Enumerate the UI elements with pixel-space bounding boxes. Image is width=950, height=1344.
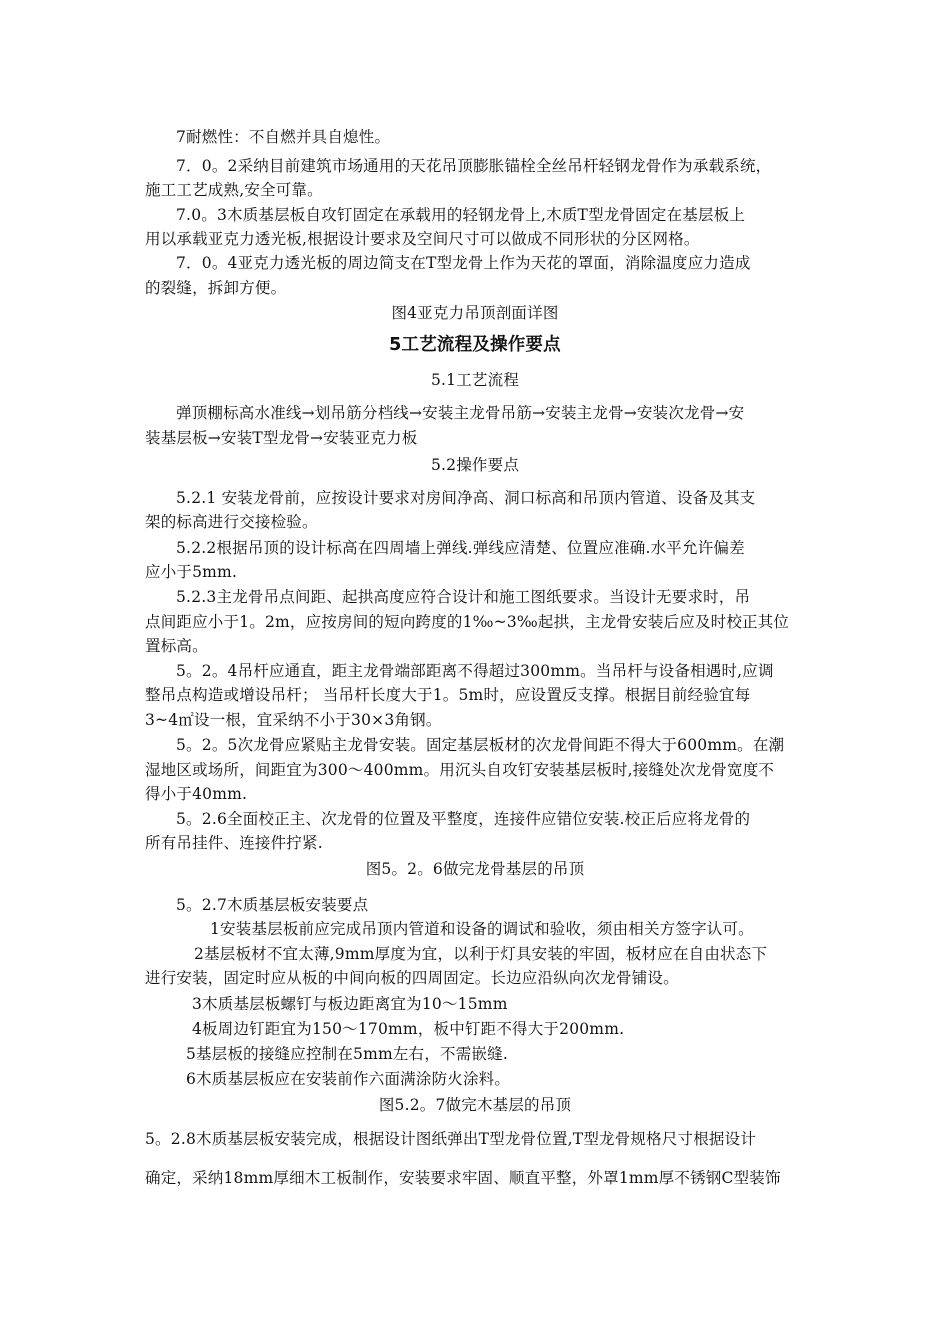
list-item: 3木质基层板螺钉与板边距离宜为10～15mm (192, 995, 508, 1013)
paragraph-line: 弹顶棚标高水准线→划吊筋分档线→安装主龙骨吊筋→安装主龙骨→安装次龙骨→安 (176, 404, 745, 422)
paragraph-line: 5。2。4吊杆应通直，距主龙骨端部距离不得超过300mm。当吊杆与设备相遇时,应调 (176, 662, 774, 680)
figure-caption: 图5.2。7做完木基层的吊顶 (378, 1096, 572, 1114)
paragraph-line: 7.0。3木质基层板自攻钉固定在承载用的轻钢龙骨上,木质T型龙骨固定在基层板上 (176, 206, 746, 224)
paragraph-line: 5.2.3主龙骨吊点间距、起拱高度应符合设计和施工图纸要求。当设计无要求时，吊 (176, 588, 751, 606)
paragraph-line: 的裂缝，拆卸方便。 (145, 279, 287, 297)
subsection-heading: 5.1工艺流程 (430, 371, 520, 389)
paragraph-line: 3~4㎡设一根，宜采纳不小于30×3角钢。 (145, 711, 442, 729)
paragraph-line: 5.2.2根据吊顶的设计标高在四周墙上弹线.弹线应清楚、位置应准确.水平允许偏差 (176, 539, 745, 557)
paragraph-line: 整吊点构造或增设吊杆； 当吊杆长度大于1。5m时，应设置反支撑。根据目前经验宜每 (145, 686, 751, 704)
paragraph-line: 7．0。2采纳目前建筑市场通用的天花吊顶膨胀锚栓全丝吊杆轻钢龙骨作为承载系统， (176, 157, 772, 175)
paragraph-line: 应小于5mm. (145, 563, 238, 581)
section-heading: 5工艺流程及操作要点 (389, 335, 561, 355)
paragraph-line: 5.2.1 安装龙骨前，应按设计要求对房间净高、洞口标高和吊顶内管道、设备及其支 (176, 489, 756, 507)
paragraph-line: 5。2。5次龙骨应紧贴主龙骨安装。固定基层板材的次龙骨间距不得大于600mm。在潮 (176, 736, 785, 754)
list-item: 6木质基层板应在安装前作六面满涂防火涂料。 (186, 1070, 511, 1088)
paragraph-line: 确定，采纳18mm厚细木工板制作，安装要求牢固、顺直平整，外罩1mm厚不锈钢C型装饰 (145, 1169, 781, 1187)
paragraph-line: 湿地区或场所，间距宜为300～400mm。用沉头自攻钉安装基层板时,接缝处次龙骨宽度不 (145, 761, 775, 779)
paragraph-line: 用以承载亚克力透光板,根据设计要求及空间尺寸可以做成不同形状的分区网格。 (145, 230, 700, 248)
paragraph-line: 7．0。4亚克力透光板的周边简支在T型龙骨上作为天花的罩面，消除温度应力造成 (176, 254, 751, 272)
paragraph-line: 5。2.6全面校正主、次龙骨的位置及平整度，连接件应错位安装.校正后应将龙骨的 (176, 810, 751, 828)
paragraph-line: 进行安装，固定时应从板的中间向板的四周固定。长边应沿纵向次龙骨铺设。 (145, 969, 679, 987)
paragraph-line: 5。2.8木质基层板安装完成，根据设计图纸弹出T型龙骨位置,T型龙骨规格尺寸根据设计 (145, 1130, 757, 1148)
paragraph-line: 5。2.7木质基层板安装要点 (176, 896, 369, 914)
paragraph-line: 点间距应小于1。2m，应按房间的短向跨度的1‰~3‰起拱，主龙骨安装后应及时校正其位 (145, 613, 790, 631)
paragraph-line: 7耐燃性：不自燃并具自熄性。 (176, 128, 391, 146)
list-item: 1安装基层板前应完成吊顶内管道和设备的调试和验收，须由相关方签字认可。 (210, 920, 754, 938)
figure-caption: 图4亚克力吊顶剖面详图 (391, 304, 559, 322)
paragraph-line: 装基层板→安装T型龙骨→安装亚克力板 (145, 429, 418, 447)
list-item: 2基层板材不宜太薄,9mm厚度为宜，以利于灯具安装的牢固，板材应在自由状态下 (194, 945, 768, 963)
paragraph-line: 得小于40mm. (145, 785, 248, 803)
subsection-heading: 5.2操作要点 (430, 456, 520, 474)
list-item: 4板周边钉距宜为150～170mm，板中钉距不得大于200mm. (192, 1020, 625, 1038)
figure-caption: 图5。2。6做完龙骨基层的吊顶 (365, 860, 585, 878)
paragraph-line: 施工工艺成熟,安全可靠。 (145, 181, 323, 199)
list-item: 5基层板的接缝应控制在5mm左右，不需嵌缝. (186, 1045, 508, 1063)
paragraph-line: 置标高。 (145, 637, 208, 655)
paragraph-line: 所有吊挂件、连接件拧紧. (145, 834, 323, 852)
paragraph-line: 架的标高进行交接检验。 (145, 513, 318, 531)
